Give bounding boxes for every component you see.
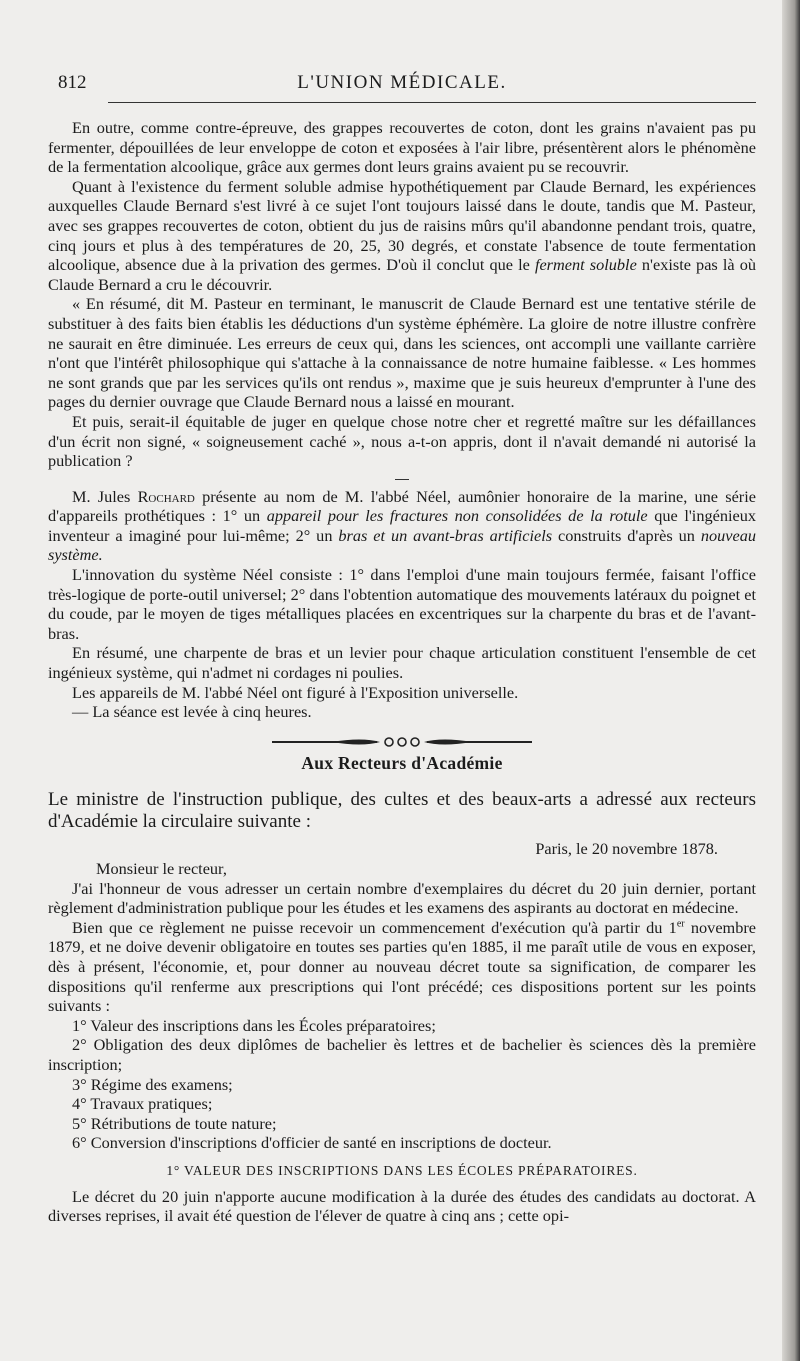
paragraph: Bien que ce règlement ne puisse recevoir un commencement d'exécution qu'à partir du 1er novembre 1879, et ne doive devenir obligatoire en toutes ses parties qu'en 1885, il me paraît utile de vous en exposer, dès à présent, l'économie, et, pour donner au nouveau décret toute sa signification, de comparer les dispositions qu'il renferme aux prescriptions qui l'ont précédé; ces dispositions portent sur les points suivants : [48, 917, 757, 1016]
paragraph: En résumé, une charpente de bras et un levier pour chaque articulation constituent l'ensemble de cet ingénieux système, qui n'admet ni cordages ni poulies. [48, 643, 756, 683]
paragraph: L'innovation du système Néel consiste : 1° dans l'emploi d'une main toujours fermée, faisant l'office très-logique de porte-outil universel; 2° dans l'obtention automatique des mouvements latéraux du poignet et du coude, par le moyen de tiges métalliques placées en excentriques sur la charpente du bras et de l'avant-bras. [48, 565, 756, 643]
paragraph: Quant à l'existence du ferment soluble admise hypothétiquement par Claude Bernard, les expériences auxquelles Claude Bernard s'est livré à ce sujet l'ont toujours laissé dans le doute, tandis que M. Pasteur, avec ses grappes recouvertes de coton, obtient du jus de raisins mûrs qu'il abandonne pendant trois, quatre, cinq jours et plus à des températures de 20, 25, 30 degrés, et constate l'absence de toute fermentation alcoolique, absence due à la privation des germes. D'où il conclut que le ferment soluble n'existe pas là où Claude Bernard a cru le découvrir. [48, 176, 756, 294]
header-rule [108, 102, 756, 103]
list-item: 3° Régime des examens; [72, 1074, 233, 1094]
list-item: 1° Valeur des inscriptions dans les Écoles préparatoires; [72, 1015, 436, 1035]
paragraph: « En résumé, dit M. Pasteur en terminant, le manuscrit de Claude Bernard est une tentative stérile de substituer à des faits bien établis les déductions d'un système éphémère. La gloire de notre illustre confrère ne saurait en être diminuée. Les erreurs de ceux qui, dans les sciences, ont accompli une vaillante carrière n'ont que l'intérêt philosophique qui s'attache à la connaissance de notre humaine faiblesse. « Les hommes ne sont grands que par les services qu'ils ont rendus », maxime que je suis heureux d'emprunter à l'une des pages du dernier ouvrage que Claude Bernard nous a laissé en mourant. [48, 294, 756, 412]
paragraph: — La séance est levée à cinq heures. [72, 702, 312, 722]
page-number: 812 [58, 72, 87, 93]
dateline: Paris, le 20 novembre 1878. [535, 839, 718, 859]
circular-intro: Le ministre de l'instruction publique, des cultes et des beaux-arts a adressé aux recteurs d'Académie la circulaire suivante : [48, 789, 756, 833]
list-item: 2° Obligation des deux diplômes de bachelier ès lettres et de bachelier ès sciences dès la première inscription; [48, 1035, 756, 1074]
paragraph: En outre, comme contre-épreuve, des grappes recouvertes de coton, dont les grains n'avaient pas pu fermenter, dépouillées de leur enveloppe de coton et exposées à l'air libre, présentèrent alors le phénomène de la fermentation alcoolique, grâce aux germes dont leurs grains avaient pu se recouvrir. [48, 118, 756, 177]
running-head: L'UNION MÉDICALE. [297, 72, 507, 93]
list-item: 4° Travaux pratiques; [72, 1094, 213, 1114]
paragraph-rochard: M. Jules Rochard présente au nom de M. l'abbé Néel, aumônier honoraire de la marine, une série d'appareils prothétiques : 1° un appareil pour les fractures non consolidées de la rotule que l'ingénieux inventeur a imaginé pour lui-même; 2° un bras et un avant-bras artificiels construits d'après un nouveau système. [48, 486, 757, 565]
list-item: 5° Rétributions de toute nature; [72, 1113, 277, 1133]
points-list [48, 1016, 756, 1153]
section-title: Aux Recteurs d'Académie [301, 752, 503, 773]
paragraph: Et puis, serait-il équitable de juger en quelque chose notre cher et regretté maître sur les défaillances d'un écrit non signé, « soigneusement caché », nous a-t-on appris, dont il n'avait demandé ni autorisé la publication ? [48, 411, 756, 471]
paragraph: Les appareils de M. l'abbé Néel ont figuré à l'Exposition universelle. [72, 682, 519, 702]
separator-dash [395, 479, 409, 480]
paragraph: Le décret du 20 juin n'apporte aucune modification à la durée des études des candidats au doctorat. A diverses reprises, il avait été question de l'élever de quatre à cinq ans ; cette opi- [48, 1186, 756, 1226]
salutation: Monsieur le recteur, [96, 859, 227, 878]
author-name: Rochard [137, 486, 195, 506]
book-spine-shadow [782, 0, 800, 1361]
page-header [48, 60, 756, 100]
document-page [48, 60, 756, 1226]
italic-term: ferment soluble [534, 255, 637, 275]
decorative-rule-ornament [272, 734, 532, 748]
list-item: 6° Conversion d'inscriptions d'officier de santé en inscriptions de docteur. [72, 1133, 552, 1153]
article-body [48, 118, 756, 1226]
subheading: 1° VALEUR DES INSCRIPTIONS DANS LES ÉCOLES PRÉPARATOIRES. [166, 1162, 638, 1178]
paragraph: J'ai l'honneur de vous adresser un certain nombre d'exemplaires du décret du 20 juin dernier, portant règlement d'administration publique pour les études et les examens des aspirants au doctorat en médecine. [48, 878, 756, 918]
